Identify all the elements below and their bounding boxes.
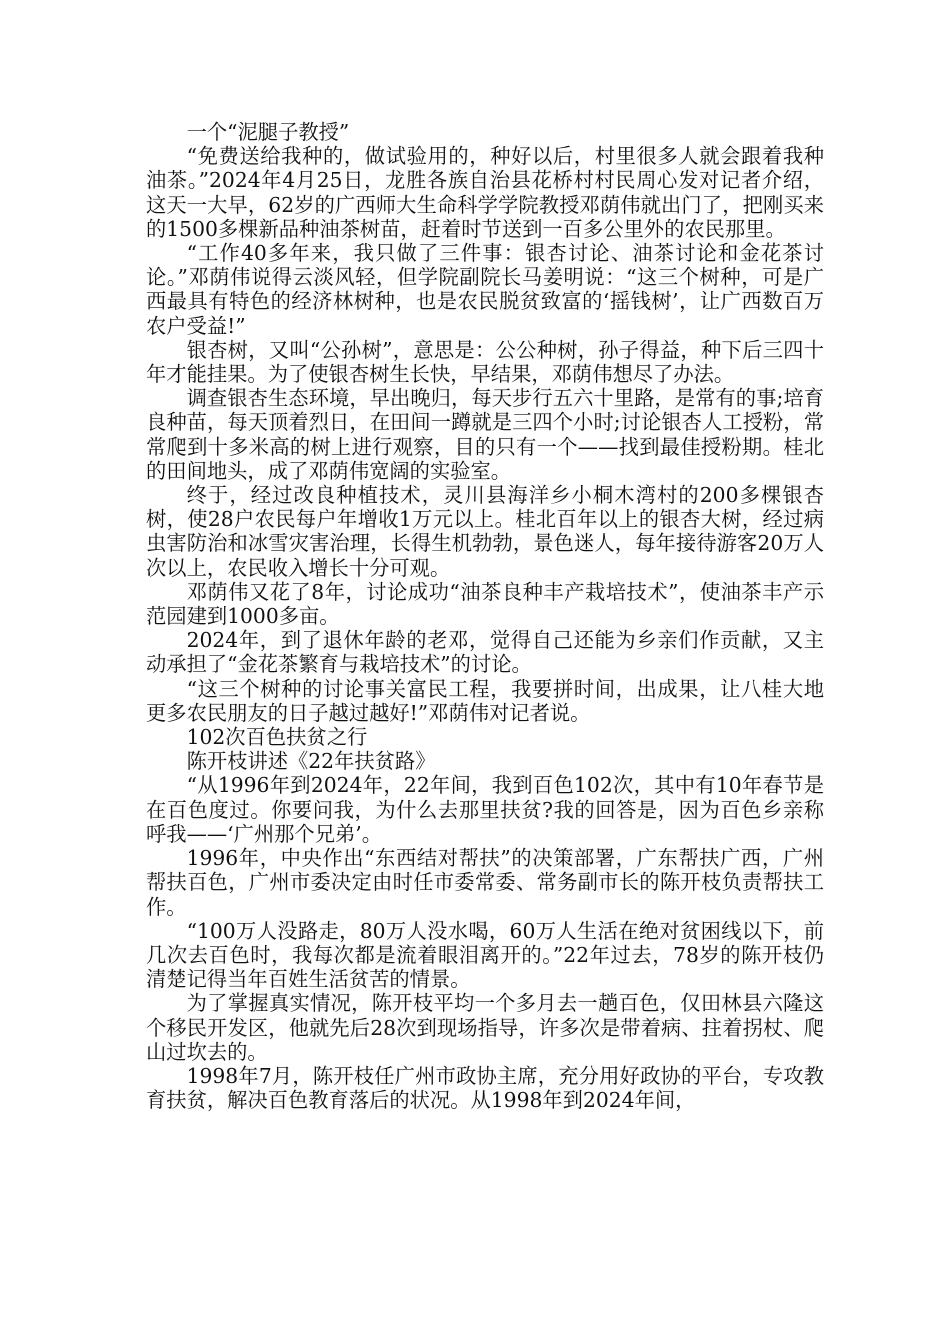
paragraph-free-seedlings: “免费送给我种的，做试验用的，种好以后，村里很多人就会跟着我种油茶。”2024年4月25日，龙胜各族自治县花桥村村民周心发对记者介绍，这天一大早，62岁的广西师大生命科学学院教授邓荫伟就出门了，把刚买来的1500多棵新品种油茶树苗，赶着时节送到一百多公里外的农民那里。 xyxy=(146,144,824,241)
document-body xyxy=(146,120,824,1112)
paragraph-oil-tea: 邓荫伟又花了8年，讨论成功“油茶良种丰产栽培技术”，使油茶丰产示范园建到1000多亩。 xyxy=(146,579,824,629)
paragraph-frequent-visits: 为了掌握真实情况，陈开枝平均一个多月去一趟百色，仅田林县六隆这个移民开发区，他就先后28次到现场指导，许多次是带着病、拄着拐杖、爬山过坎去的。 xyxy=(146,991,824,1064)
paragraph-three-things: “工作40多年来，我只做了三件事：银杏讨论、油茶讨论和金花茶讨论。”邓荫伟说得云淡风轻，但学院副院长马姜明说：“这三个树种，可是广西最具有特色的经济林树种，也是农民脱贫致富的‘摇钱树’，让广西数百万农户受益!” xyxy=(146,241,824,338)
paragraph-quote-deng: “这三个树种的讨论事关富民工程，我要拼时间，出成果，让八桂大地更多农民朋友的日子越过越好!”邓荫伟对记者说。 xyxy=(146,676,824,725)
paragraph-poverty-figures: “100万人没路走，80万人没水喝，60万人生活在绝对贫困线以下，前几次去百色时，我每次都是流着眼泪离开的。”22年过去，78岁的陈开枝仍清楚记得当年百姓生活贫苦的情景。 xyxy=(146,918,824,992)
paragraph-education-aid: 1998年7月，陈开枝任广州市政协主席，充分用好政协的平台，专攻教育扶贫，解决百色教育落后的状况。从1998年到2024年间， xyxy=(146,1063,824,1113)
section-heading-102-trips: 102次百色扶贫之行 xyxy=(186,725,368,750)
paragraph-east-west-pairing: 1996年，中央作出“东西结对帮扶”的决策部署，广东帮扶广西，广州帮扶百色，广州市委决定由时任市委常委、常务副市长的陈开枝负责帮扶工作。 xyxy=(146,846,824,919)
paragraph-ginkgo-tree: 银杏树，又叫“公孙树”，意思是：公公种树，孙子得益，种下后三四十年才能挂果。为了使银杏树生长快，早结果，邓荫伟想尽了办法。 xyxy=(146,337,824,387)
section-heading-mud-leg-professor: 一个“泥腿子教授” xyxy=(186,120,350,144)
paragraph-from-1996: “从1996年到2024年，22年间，我到百色102次，其中有10年春节是在百色度过。你要问我，为什么去那里扶贫?我的回答是，因为百色乡亲称呼我——‘广州那个兄弟’。 xyxy=(146,773,824,846)
paragraph-field-research: 调查银杏生态环境，早出晚归，每天步行五六十里路，是常有的事;培育良种苗，每天顶着烈日，在田间一蹲就是三四个小时;讨论银杏人工授粉，常常爬到十多米高的树上进行观察，目的只有一个——找到最佳授粉期。桂北的田间地头，成了邓荫伟宽阔的实验室。 xyxy=(146,386,824,483)
paragraph-retirement: 2024年，到了退休年龄的老邓，觉得自己还能为乡亲们作贡献，又主动承担了“金花茶繁育与栽培技术”的讨论。 xyxy=(146,628,824,677)
paragraph-improved-planting: 终于，经过改良种植技术，灵川县海洋乡小桐木湾村的200多棵银杏树，使28户农民每户年增收1万元以上。桂北百年以上的银杏大树，经过病虫害防治和冰雪灾害治理，长得生机勃勃，景色迷人，每年接待游客20万人次以上，农民收入增长十分可观。 xyxy=(146,483,824,580)
section-subheading-chen-kaizhi: 陈开枝讲述《22年扶贫路》 xyxy=(186,749,436,774)
